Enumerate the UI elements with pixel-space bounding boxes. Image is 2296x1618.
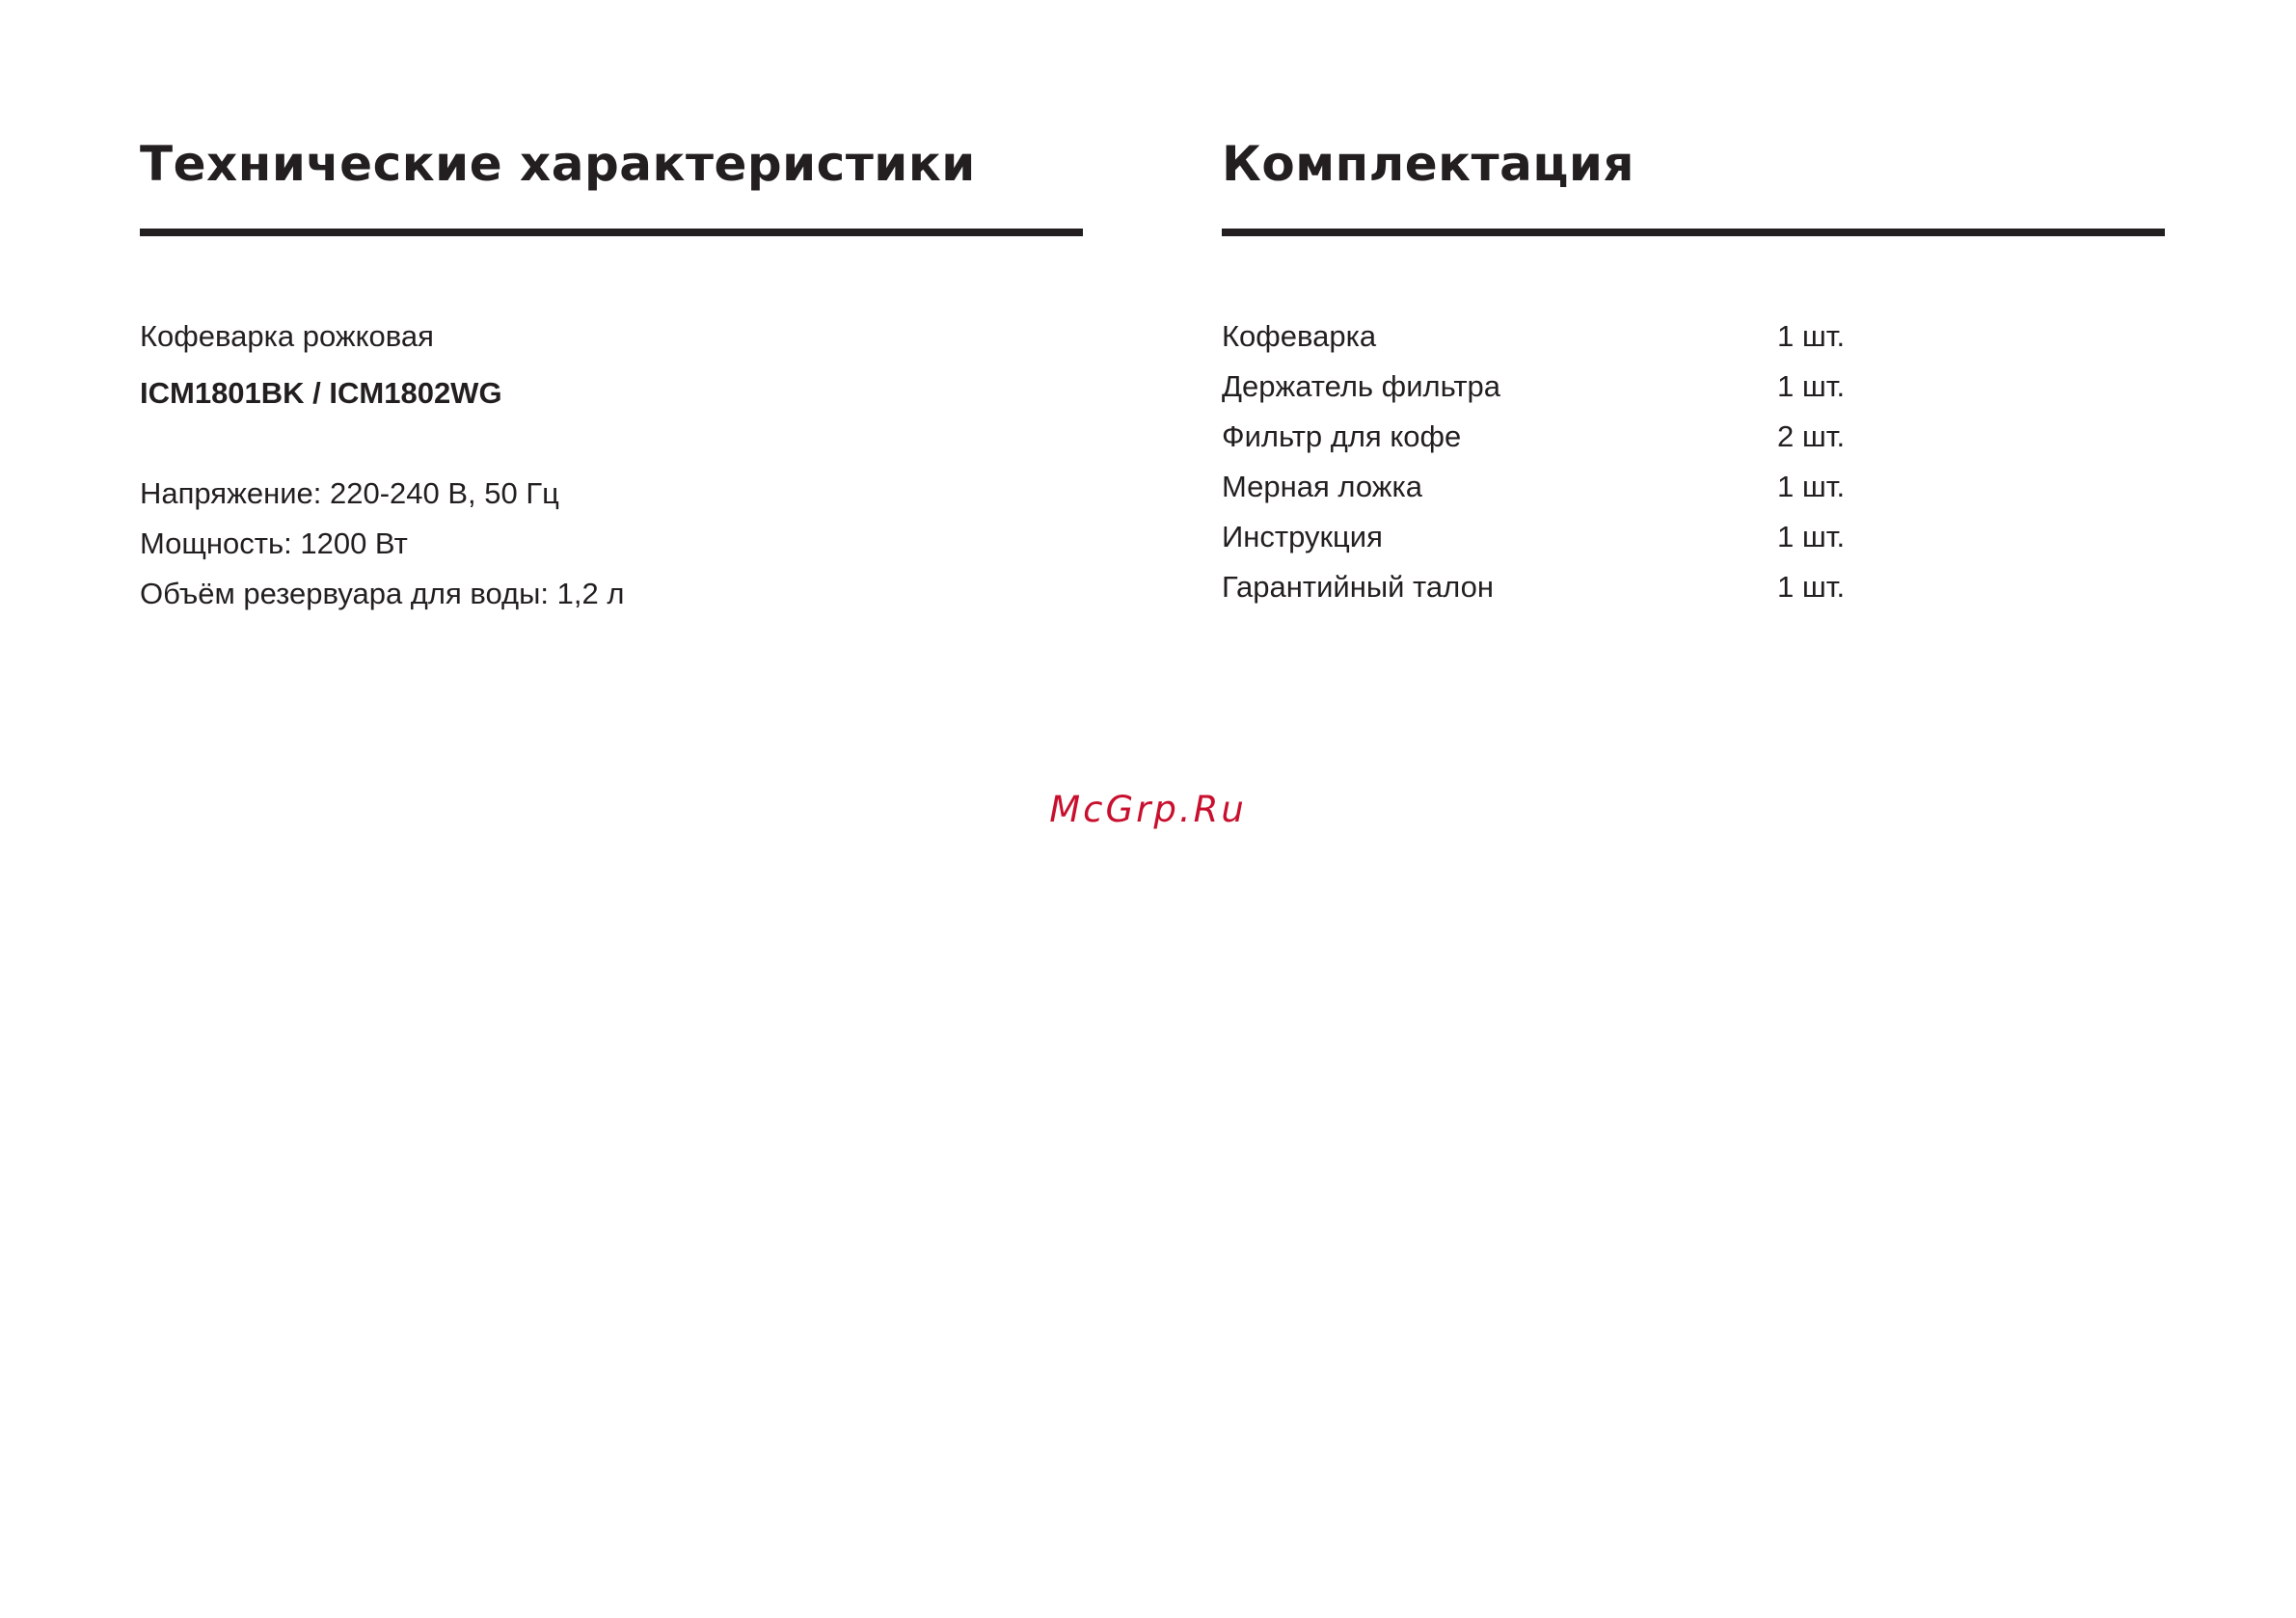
- table-row: [1222, 311, 1845, 362]
- kit-item-qty: 1 шт.: [1777, 319, 1846, 353]
- product-model: ICM1801BK / ICM1802WG: [140, 376, 502, 410]
- table-row: [1222, 512, 1845, 562]
- kit-item-qty: 1 шт.: [1777, 470, 1846, 503]
- kit-item-name: Инструкция: [1222, 520, 1383, 553]
- spec-voltage: Напряжение: 220-240 В, 50 Гц: [140, 476, 559, 510]
- kit-item-qty: 1 шт.: [1777, 520, 1846, 553]
- spec-water-tank-volume: Объём резервуара для воды: 1,2 л: [140, 577, 625, 610]
- kit-item-name: Держатель фильтра: [1222, 369, 1501, 403]
- specifications-divider: [140, 229, 1083, 236]
- table-row: [1222, 462, 1845, 512]
- table-row: [1222, 562, 1845, 612]
- kit-item-name: Кофеварка: [1222, 319, 1377, 353]
- kit-item-qty: 1 шт.: [1777, 369, 1846, 403]
- package-contents-table: [1222, 311, 1845, 612]
- specifications-title: Технические характеристики: [140, 136, 976, 192]
- spec-list: [140, 469, 624, 619]
- kit-item-qty: 2 шт.: [1777, 419, 1846, 453]
- kit-item-name: Мерная ложка: [1222, 470, 1422, 503]
- kit-item-name: Фильтр для кофе: [1222, 419, 1462, 453]
- spec-power: Мощность: 1200 Вт: [140, 526, 408, 560]
- kit-item-name: Гарантийный талон: [1222, 570, 1494, 604]
- package-contents-divider: [1222, 229, 2165, 236]
- watermark: McGrp.Ru: [1049, 789, 1247, 830]
- kit-item-qty: 1 шт.: [1777, 570, 1846, 604]
- product-name: Кофеварка рожковая: [140, 319, 434, 353]
- table-row: [1222, 362, 1845, 412]
- table-row: [1222, 412, 1845, 462]
- package-contents-title: Комплектация: [1222, 136, 1635, 192]
